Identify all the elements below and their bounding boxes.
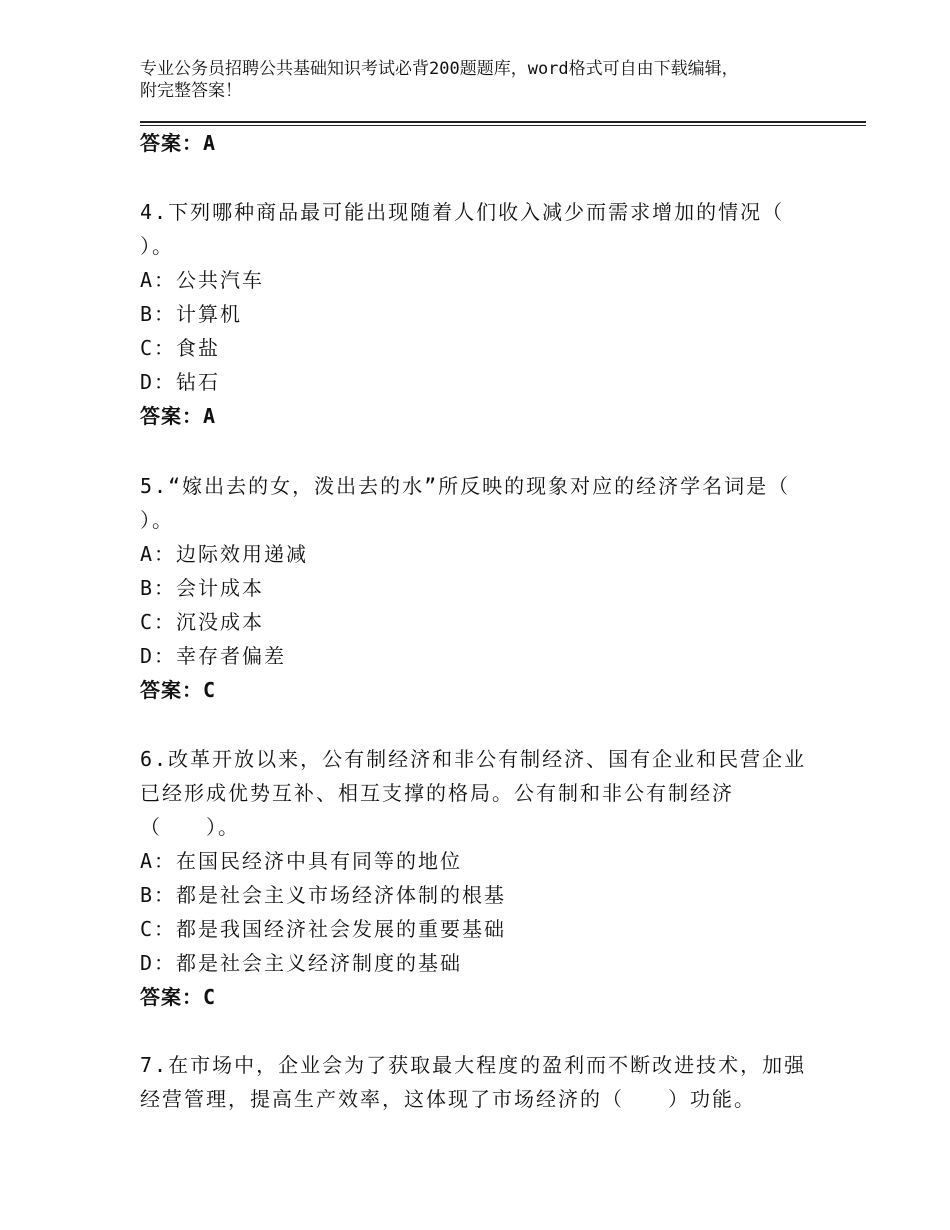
question-stem: 已经形成优势互补、相互支撑的格局。公有制和非公有制经济 <box>140 781 734 805</box>
option-a: A：公共汽车 <box>140 268 265 292</box>
option-c: C：食盐 <box>140 336 221 360</box>
option-d: D：幸存者偏差 <box>140 644 287 668</box>
header-line-1: 专业公务员招聘公共基础知识考试必背200题题库，word格式可自由下载编辑， <box>140 59 739 79</box>
question-stem: 6.改革开放以来，公有制经济和非公有制经济、国有企业和民营企业 <box>140 747 807 771</box>
option-c: C：都是我国经济社会发展的重要基础 <box>140 917 507 941</box>
answer-label: 答案：C <box>140 678 217 702</box>
option-b: B：计算机 <box>140 302 243 326</box>
question-6 <box>140 742 860 1014</box>
header-line-2: 附完整答案！ <box>140 81 242 101</box>
question-stem: 4.下列哪种商品最可能出现随着人们收入减少而需求增加的情况（ <box>140 200 785 224</box>
option-b: B：都是社会主义市场经济体制的根基 <box>140 883 507 907</box>
question-7 <box>140 1048 860 1116</box>
question-4 <box>140 195 860 433</box>
option-b: B：会计成本 <box>140 576 265 600</box>
question-stem: ）。 <box>140 234 174 258</box>
previous-answer <box>140 126 860 160</box>
option-a: A：在国民经济中具有同等的地位 <box>140 849 463 873</box>
option-d: D：都是社会主义经济制度的基础 <box>140 951 463 975</box>
option-a: A：边际效用递减 <box>140 542 309 566</box>
header-rule-thick <box>140 121 866 123</box>
question-stem: 7.在市场中，企业会为了获取最大程度的盈利而不断改进技术，加强 <box>140 1053 807 1077</box>
question-stem: （ ）。 <box>140 815 240 839</box>
question-stem: ）。 <box>140 508 174 532</box>
page-header <box>140 58 840 102</box>
answer-label: 答案：C <box>140 985 217 1009</box>
answer-label: 答案：A <box>140 404 217 428</box>
question-5 <box>140 469 860 707</box>
question-stem: 经营管理，提高生产效率，这体现了市场经济的（ ）功能。 <box>140 1087 756 1111</box>
option-c: C：沉没成本 <box>140 610 265 634</box>
answer-label: 答案：A <box>140 131 217 155</box>
question-stem: 5.“嫁出去的女，泼出去的水”所反映的现象对应的经济学名词是（ <box>140 474 791 498</box>
option-d: D：钻石 <box>140 370 221 394</box>
